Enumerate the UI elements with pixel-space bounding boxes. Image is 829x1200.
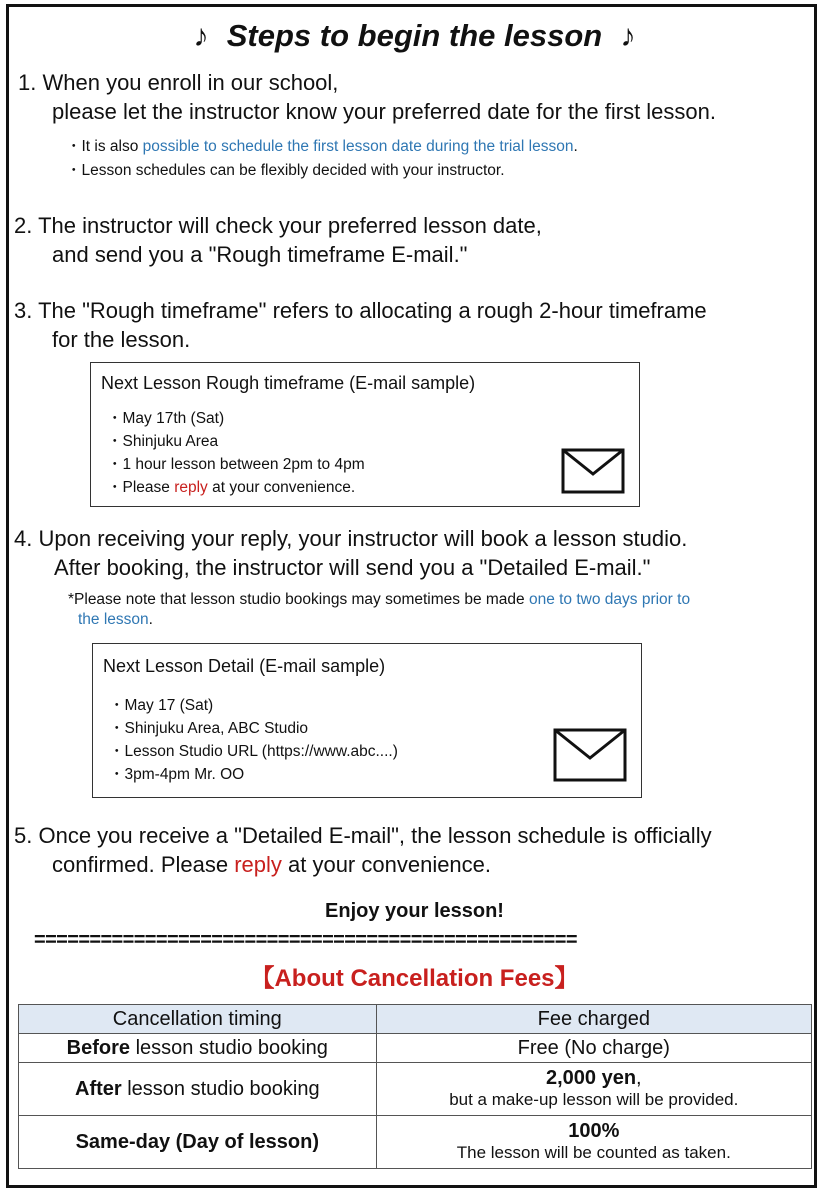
email-item: ・3pm-4pm Mr. OO	[109, 766, 245, 783]
step-1	[18, 68, 338, 97]
step-3	[14, 296, 707, 325]
fee-cell: Free (No charge)	[376, 1034, 811, 1063]
email-title: Next Lesson Detail (E-mail sample)	[103, 656, 386, 676]
step-4-line-2: After booking, the instructor will send you a "Detailed E-mail."	[54, 555, 651, 580]
step-1-bullet-2: ・Lesson schedules can be flexibly decided with your instructor.	[66, 162, 505, 179]
cancellation-title: 【About Cancellation Fees】	[250, 965, 579, 992]
step-text: The instructor will check your preferred lesson date,	[38, 213, 542, 238]
enjoy-message: Enjoy your lesson!	[325, 900, 504, 922]
page-title	[0, 18, 829, 54]
highlight-text: reply	[234, 852, 282, 877]
highlight-text: possible to schedule the first lesson date during the trial lesson	[142, 138, 574, 155]
envelope-icon	[553, 728, 627, 782]
step-3-line-2: for the lesson.	[52, 327, 191, 352]
email-item: ・May 17th (Sat)	[107, 410, 225, 427]
step-4-note-line-2: the lesson.	[78, 611, 153, 628]
music-note-icon: ♪	[620, 18, 636, 53]
email-sample-rough	[90, 362, 640, 507]
step-1-bullet-1: ・It is also possible to schedule the first lesson date during the trial lesson.	[66, 138, 578, 155]
header-cell: Cancellation timing	[19, 1005, 377, 1034]
email-sample-detail	[92, 643, 642, 798]
table-row	[19, 1116, 812, 1169]
fee-cell: 2,000 yen, but a make-up lesson will be provided.	[376, 1063, 811, 1116]
step-text: The "Rough timeframe" refers to allocating a rough 2-hour timeframe	[38, 298, 707, 323]
email-item: ・May 17 (Sat)	[109, 697, 214, 714]
email-item: ・Shinjuku Area, ABC Studio	[109, 720, 309, 737]
highlight-text: one to two days prior to	[528, 591, 691, 608]
step-4	[14, 524, 687, 553]
fee-cell: 100% The lesson will be counted as taken.	[376, 1116, 811, 1169]
timing-cell: After lesson studio booking	[19, 1063, 377, 1116]
table-row	[19, 1063, 812, 1116]
envelope-icon	[561, 448, 625, 494]
step-5	[14, 821, 712, 850]
table-row	[19, 1034, 812, 1063]
step-2-line-2: and send you a "Rough timeframe E-mail."	[52, 242, 468, 267]
table-header-row	[19, 1005, 812, 1034]
step-number: 2.	[14, 213, 33, 238]
timing-cell: Before lesson studio booking	[19, 1034, 377, 1063]
title-text: Steps to begin the lesson	[226, 18, 603, 53]
step-2	[14, 211, 542, 240]
step-1-line-2: please let the instructor know your preferred date for the first lesson.	[52, 99, 716, 124]
email-item: ・Lesson Studio URL (https://www.abc....)	[109, 743, 398, 760]
music-note-icon: ♪	[193, 18, 209, 53]
step-number: 1.	[18, 70, 37, 95]
step-5-line-2: confirmed. Please reply at your convenience.	[52, 852, 492, 877]
step-text: When you enroll in our school,	[42, 70, 339, 95]
email-title: Next Lesson Rough timeframe (E-mail sample)	[101, 373, 476, 393]
step-number: 4.	[14, 526, 33, 551]
email-item: ・1 hour lesson between 2pm to 4pm	[107, 456, 365, 473]
cancellation-fee-table	[18, 1004, 812, 1169]
step-text: Upon receiving your reply, your instructor will book a lesson studio.	[38, 526, 688, 551]
highlight-text: the lesson	[78, 611, 149, 628]
timing-cell: Same-day (Day of lesson)	[19, 1116, 377, 1169]
separator-line: =================================================	[34, 929, 577, 951]
step-4-note: *Please note that lesson studio bookings may sometimes be made one to two days prior to	[68, 591, 691, 608]
highlight-text: reply	[174, 479, 208, 496]
step-number: 5.	[14, 823, 33, 848]
step-text: Once you receive a "Detailed E-mail", the lesson schedule is officially	[38, 823, 712, 848]
email-item: ・Shinjuku Area	[107, 433, 219, 450]
step-number: 3.	[14, 298, 33, 323]
email-item: ・Please reply at your convenience.	[107, 479, 356, 496]
header-cell: Fee charged	[376, 1005, 811, 1034]
